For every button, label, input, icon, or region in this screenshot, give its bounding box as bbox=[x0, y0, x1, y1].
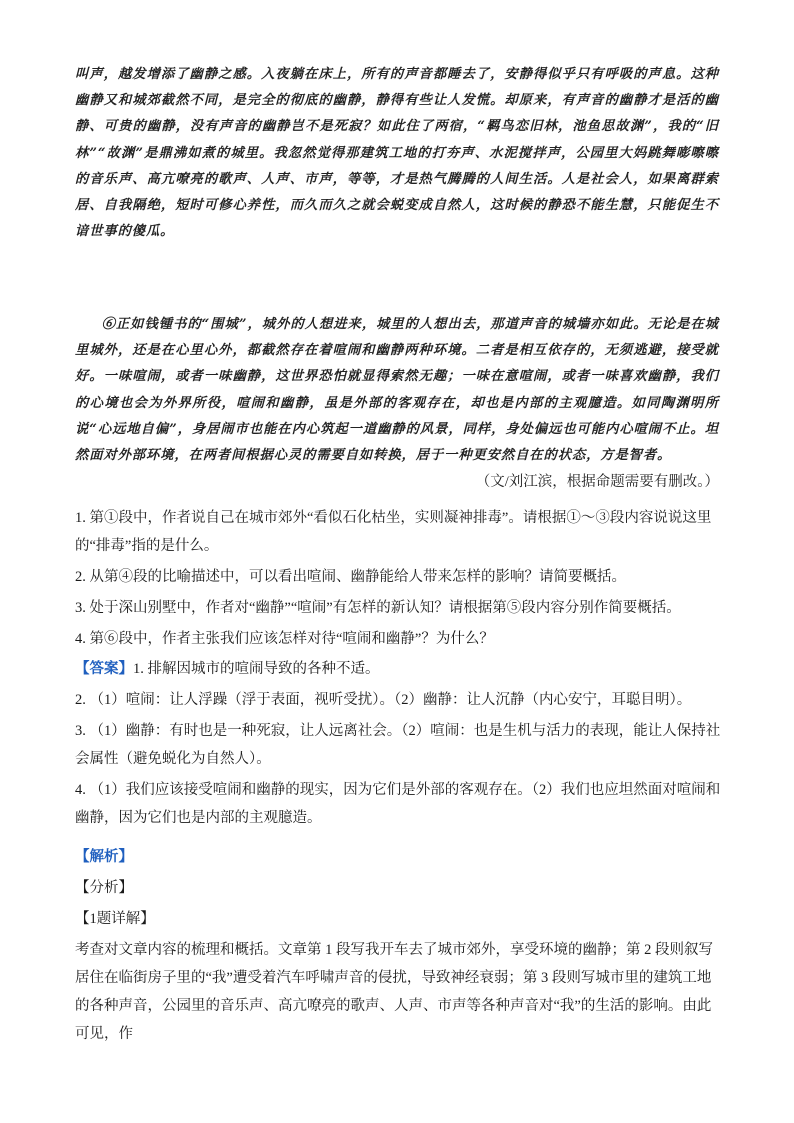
analysis-section bbox=[75, 843, 721, 1048]
answer-1: 1. 排解因城市的喧闹导致的各种不适。 bbox=[133, 661, 380, 677]
detail-text: 考查对文章内容的梳理和概括。文章第 1 段写我开车去了城市郊外，享受环境的幽静；第 2 段则叙写居住在临街房子里的“我”遭受着汽车呼啸声音的侵扰，导致神经衰弱；第 3 段则写城市里的建筑工地的各种声音，公园里的音乐声、高亢嘹亮的歌声、人声、市声等各种声音对“我”的生活的影响。由此可见，作 bbox=[75, 942, 713, 1042]
question-2: 2. 从第④段的比喻描述中，可以看出喧闹、幽静能给人带来怎样的影响？请简要概括。 bbox=[75, 569, 626, 585]
answer-2: 2. （1）喧闹：让人浮躁（浮于表面，视听受扰）。（2）幽静：让人沉静（内心安宁，耳聪目明）。 bbox=[75, 692, 692, 708]
answer-4: 4. （1）我们应该接受喧闹和幽静的现实，因为它们是外部的客观存在。（2）我们也应坦然面对喧闹和幽静，因为它们也是内部的主观臆造。 bbox=[75, 782, 721, 826]
questions-section bbox=[75, 504, 721, 653]
question-1: 1. 第①段中，作者说自己在城市郊外“看似石化枯坐，实则凝神排毒”。请根据①～③段内容说说这里的“排毒”指的是什么。 bbox=[75, 510, 712, 554]
passage-paragraph-5-continued: 叫声，越发增添了幽静之感。入夜躺在床上，所有的声音都睡去了，安静得似乎只有呼吸的声息。这种幽静又和城郊截然不同，是完全的彻底的幽静，静得有些让人发慌。却原来，有声音的幽静才是活的幽静、可贵的幽静，没有声音的幽静岂不是死寂？如此住了两宿，“羁鸟恋旧林，池鱼思故渊”，我的“旧林”“故渊”是鼎沸如煮的城里。我忽然觉得那建筑工地的打夯声、水泥搅拌声，公园里大妈跳舞嘭嚓嚓的音乐声、高亢嘹亮的歌声、人声、市声，等等，才是热气腾腾的人间生活。人是社会人，如果离群索居、自我隔绝，短时可修心养性，而久而久之就会蜕变成自然人，这时候的静恐不能生慧，只能促生不谙世事的傻瓜。 bbox=[75, 67, 719, 240]
answer-line-1 bbox=[75, 655, 721, 683]
question-4: 4. 第⑥段中，作者主张我们应该怎样对待“喧闹和幽静”？为什么？ bbox=[75, 631, 494, 647]
analysis-tag: 【解析】 bbox=[75, 849, 133, 865]
question-3: 3. 处于深山别墅中，作者对“幽静”“喧闹”有怎样的新认知？请根据第⑤段内容分别作简要概括。 bbox=[75, 600, 681, 616]
answer-section bbox=[75, 655, 721, 832]
answer-3: 3. （1）幽静：有时也是一种死寂，让人远离社会。（2）喧闹：也是生机与活力的表现，能让人保持社会属性（避免蜕化为自然人）。 bbox=[75, 723, 721, 767]
detail-tag: 【1题详解】 bbox=[75, 911, 155, 927]
answer-tag: 【答案】 bbox=[75, 661, 133, 677]
analysis-sub-tag: 【分析】 bbox=[75, 880, 133, 896]
passage-source: （文/刘江滨，根据命题需要有删改。） bbox=[475, 474, 719, 490]
passage-paragraph-6: ⑥正如钱锺书的“围城”，城外的人想进来，城里的人想出去，那道声音的城墙亦如此。无论是在城里城外，还是在心里心外，都截然存在着喧闹和幽静两种环境。二者是相互依存的，无须逃避，接受就好。一味喧闹，或者一味幽静，这世界恐怕就显得索然无趣；一味在意喧闹，或者一味喜欢幽静，我们的心境也会为外界所役，喧闹和幽静，虽是外部的客观存在，却也是内部的主观臆造。如同陶渊明所说“心远地自偏”，身居闹市也能在内心筑起一道幽静的风景，同样，身处偏远也可能内心喧闹不止。坦然面对外部环境，在两者间根据心灵的需要自如转换，居于一种更安然自在的状态，方是智者。 bbox=[75, 317, 719, 464]
